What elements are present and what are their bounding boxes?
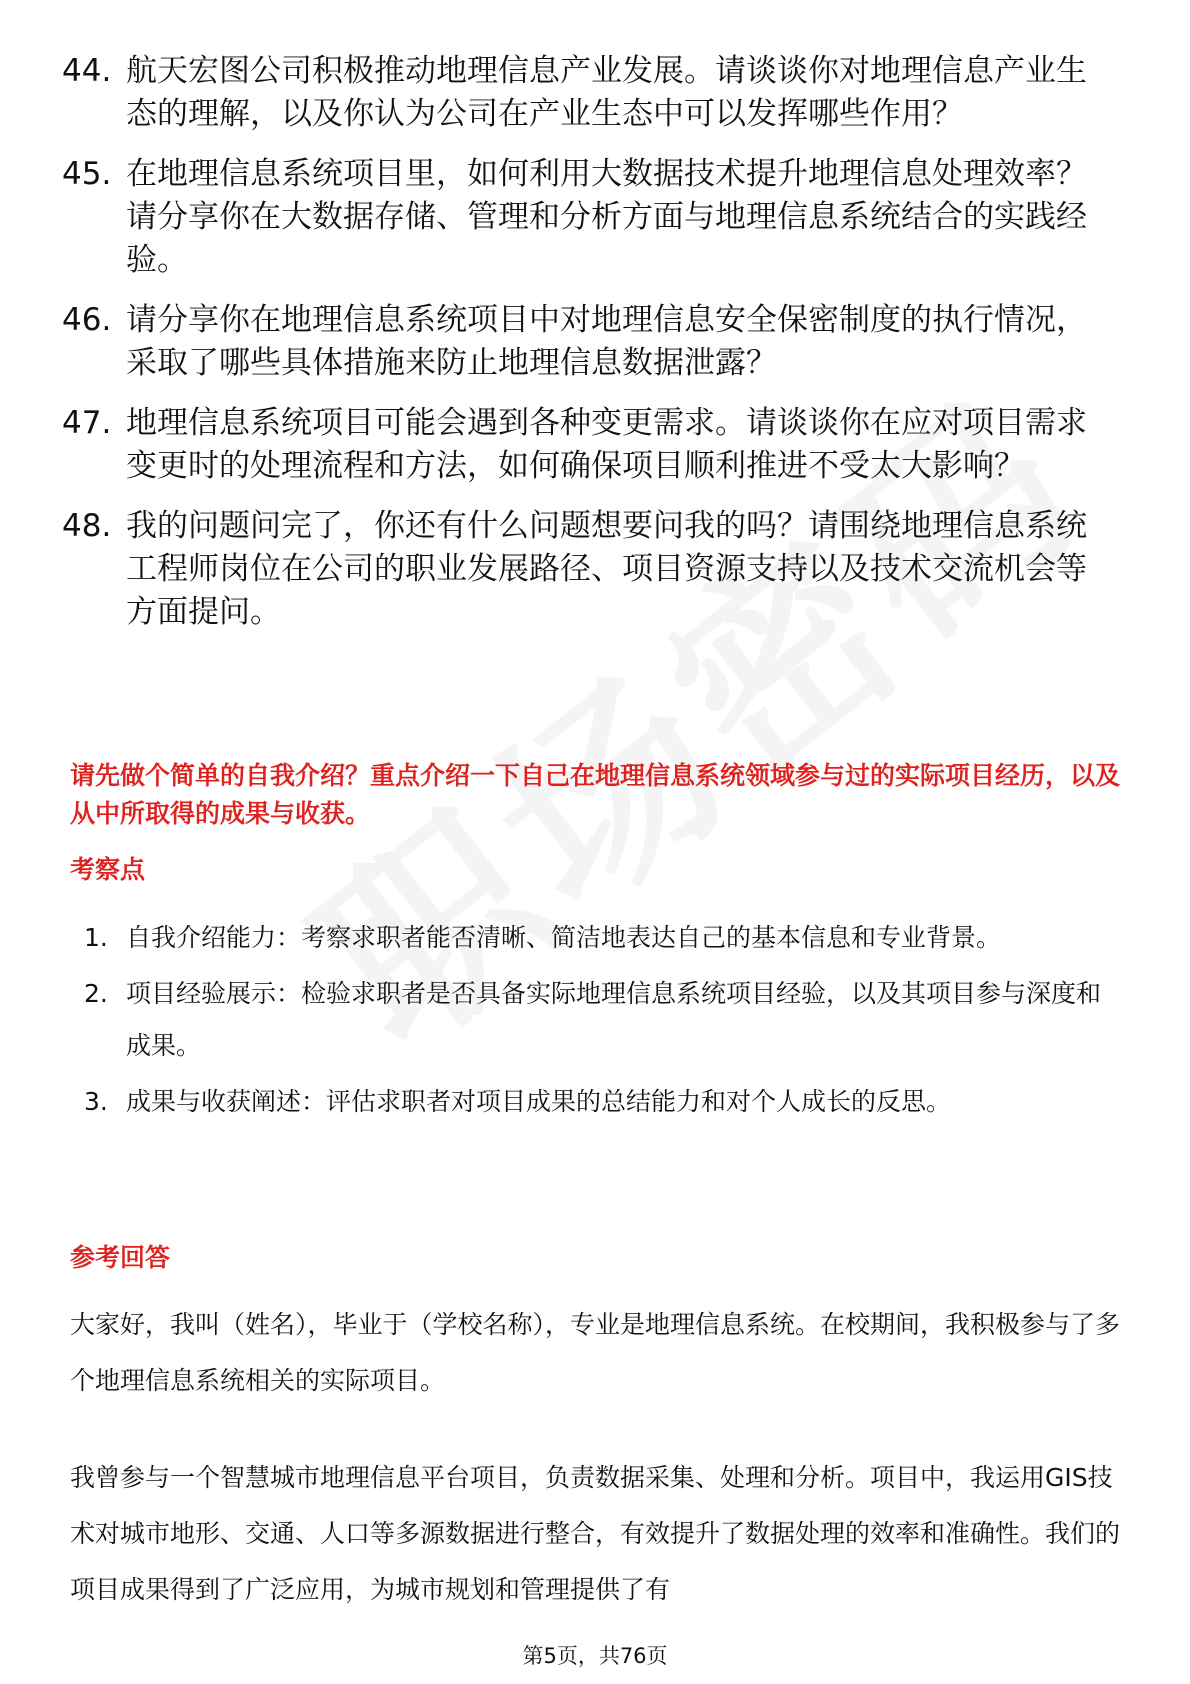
question-item	[62, 402, 1112, 488]
question-item	[62, 299, 1112, 385]
question-number: 44.	[62, 53, 112, 89]
assessment-number: 1.	[84, 923, 108, 952]
question-number: 47.	[62, 405, 112, 441]
assessment-list	[84, 912, 1114, 1132]
question-text: 在地理信息系统项目里，如何利用大数据技术提升地理信息处理效率？请分享你在大数据存储、管理和分析方面与地理信息系统结合的实践经验。	[126, 156, 1087, 278]
assessment-item	[84, 912, 1114, 964]
assessment-text: 项目经验展示：检验求职者是否具备实际地理信息系统项目经验，以及其项目参与深度和成果。	[126, 979, 1102, 1060]
question-number: 45.	[62, 156, 112, 192]
assessment-item	[84, 1076, 1114, 1128]
answer-paragraph: 大家好，我叫（姓名），毕业于（学校名称），专业是地理信息系统。在校期间，我积极参与了多个地理信息系统相关的实际项目。	[70, 1310, 1121, 1395]
question-item	[62, 50, 1112, 136]
question-number: 48.	[62, 508, 112, 544]
question-text: 航天宏图公司积极推动地理信息产业发展。请谈谈你对地理信息产业生态的理解，以及你认为公司在产业生态中可以发挥哪些作用？	[126, 53, 1087, 132]
assessment-text: 自我介绍能力：考察求职者能否清晰、简洁地表达自己的基本信息和专业背景。	[126, 923, 1002, 952]
highlight-question: 请先做个简单的自我介绍？重点介绍一下自己在地理信息系统领域参与过的实际项目经历，以及从中所取得的成果与收获。	[70, 761, 1121, 828]
question-item	[62, 505, 1112, 634]
assessment-text: 成果与收获阐述：评估求职者对项目成果的总结能力和对个人成长的反思。	[126, 1087, 952, 1116]
assessment-item	[84, 968, 1114, 1072]
question-text: 请分享你在地理信息系统项目中对地理信息安全保密制度的执行情况，采取了哪些具体措施来防止地理信息数据泄露？	[126, 302, 1087, 381]
page-footer: 第5页，共76页	[522, 1644, 668, 1668]
question-text: 我的问题问完了，你还有什么问题想要问我的吗？请围绕地理信息系统工程师岗位在公司的职业发展路径、项目资源支持以及技术交流机会等方面提问。	[126, 508, 1087, 630]
question-number: 46.	[62, 302, 112, 338]
question-item	[62, 153, 1112, 282]
assessment-number: 3.	[84, 1087, 108, 1116]
assessment-title: 考察点	[70, 855, 146, 884]
assessment-number: 2.	[84, 979, 108, 1008]
reference-title: 参考回答	[70, 1243, 171, 1272]
answer-paragraph: 我曾参与一个智慧城市地理信息平台项目，负责数据采集、处理和分析。项目中，我运用GIS技术对城市地形、交通、人口等多源数据进行整合，有效提升了数据处理的效率和准确性。我们的项目成果得到了广泛应用，为城市规划和管理提供了有	[70, 1463, 1121, 1604]
question-list	[62, 50, 1112, 651]
question-text: 地理信息系统项目可能会遇到各种变更需求。请谈谈你在应对项目需求变更时的处理流程和方法，如何确保项目顺利推进不受太大影响？	[126, 405, 1087, 484]
